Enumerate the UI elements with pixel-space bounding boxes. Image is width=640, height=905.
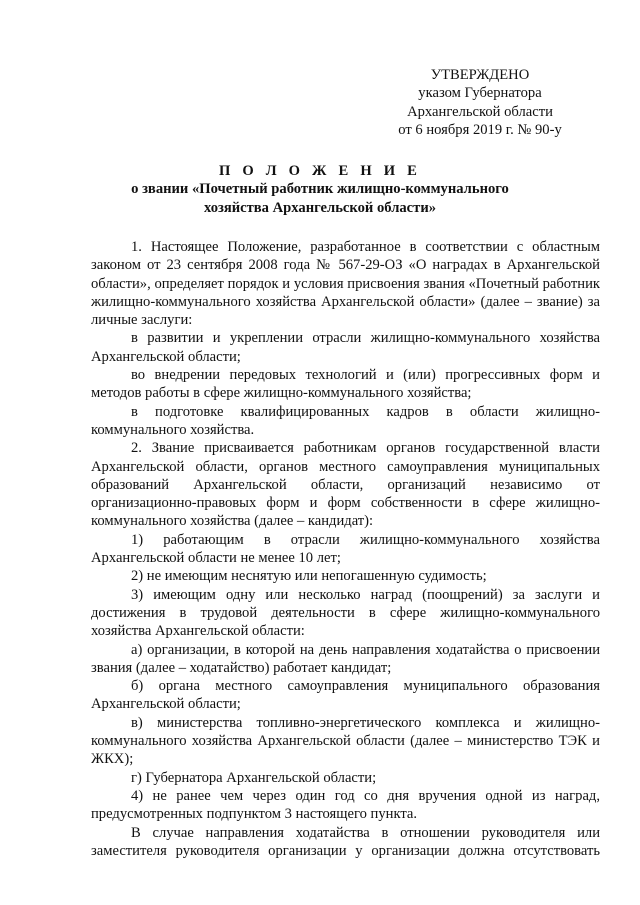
award-source-a: а) организации, в которой на день направления ходатайства о присвоении звания (далее – ходатайство) работает кандидат;: [91, 641, 600, 676]
paragraph-merit-development: в развитии и укреплении отрасли жилищно-коммунального хозяйства Архангельской области;: [91, 330, 600, 365]
condition-3: 3) имеющим одну или несколько наград (поощрений) за заслуги и достижения в трудовой деятельности в сфере жилищно-коммунального хозяйства Архангельской области:: [91, 586, 600, 640]
approval-date: от 6 ноября 2019 г. № 90-у: [398, 121, 562, 138]
paragraph-merit-training: в подготовке квалифицированных кадров в области жилищно-коммунального хозяйства.: [91, 403, 600, 438]
paragraph-manager-case: В случае направления ходатайства в отношении руководителя или заместителя руководителя организации у организации должна отсутствовать: [91, 824, 600, 859]
approval-region: Архангельской области: [407, 103, 553, 120]
document-subtitle-line-1: о звании «Почетный работник жилищно-коммунального: [131, 181, 509, 198]
paragraph-2: 2. Звание присваивается работникам органов государственной власти Архангельской области, органов местного самоуправления муниципальных образований Архангельской области, организаций независимо от организационно-правовых форм и форм собственности в сфере жилищно-коммунального хозяйства (далее – кандидат):: [91, 440, 600, 530]
document-subtitle-line-2: хозяйства Архангельской области»: [203, 199, 437, 216]
award-source-b: б) органа местного самоуправления муниципального образования Архангельской области;: [91, 678, 600, 713]
approval-stamp: [360, 66, 600, 139]
award-source-v: в) министерства топливно-энергетического комплекса и жилищно-коммунального хозяйства Архангельской области (далее – министерство ТЭК и ЖКХ);: [91, 714, 600, 768]
condition-4: 4) не ранее чем через один год со дня вручения одной из наград, предусмотренных подпунктом 3 настоящего пункта.: [91, 787, 600, 823]
paragraph-merit-technology: во внедрении передовых технологий и (или) прогрессивных форм и методов работы в сфере жилищно-коммунального хозяйства;: [91, 367, 600, 402]
paragraph-1: 1. Настоящее Положение, разработанное в соответствии с областным законом от 23 сентября 2008 года № 567-29-ОЗ «О наградах в Архангельской области», определяет порядок и условия присвоения звания «Почетный работник жилищно-коммунального хозяйства Архангельской области» (далее – звание) за личные заслуги:: [91, 239, 600, 329]
document-title: [90, 162, 550, 217]
condition-2: 2) не имеющим неснятую или непогашенную судимость;: [131, 568, 487, 585]
document-heading: П О Л О Ж Е Н И Е: [218, 163, 422, 179]
document-body: [91, 238, 600, 860]
approval-status: УТВЕРЖДЕНО: [430, 67, 530, 83]
approval-authority: указом Губернатора: [418, 85, 542, 102]
condition-1: 1) работающим в отрасли жилищно-коммунального хозяйства Архангельской области не менее 10 лет;: [91, 531, 600, 567]
award-source-g: г) Губернатора Архангельской области;: [131, 769, 377, 786]
